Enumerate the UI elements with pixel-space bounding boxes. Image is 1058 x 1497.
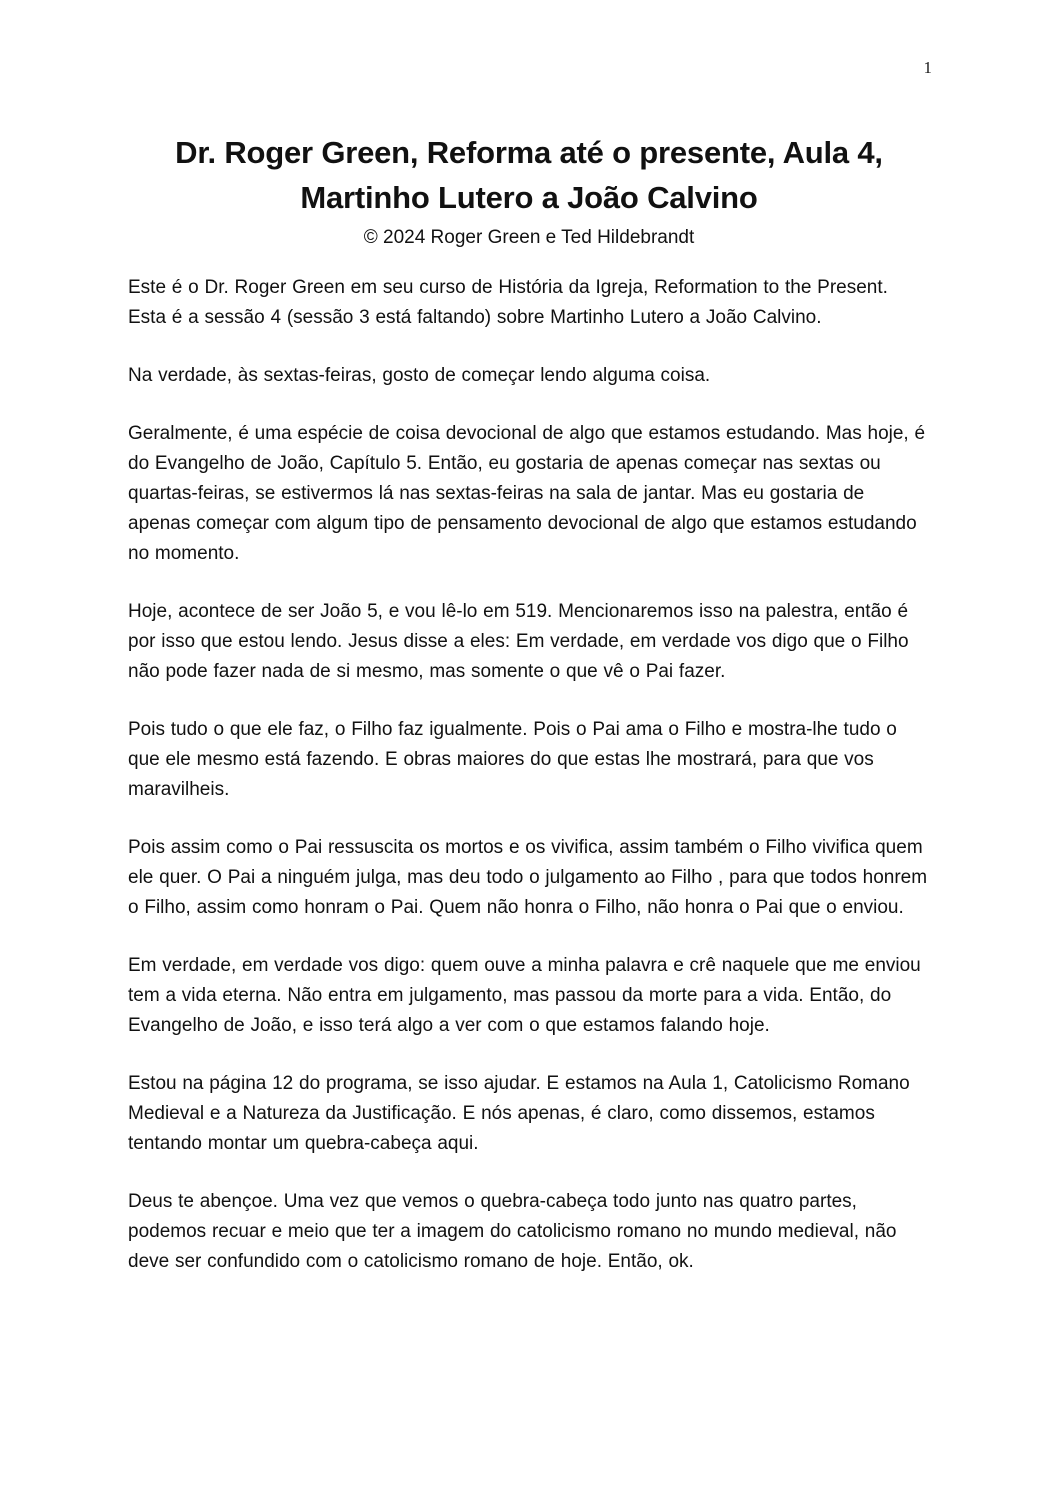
paragraph-john5-quote-3: Pois assim como o Pai ressuscita os mortos e os vivifica, assim também o Filho vivifica quem ele quer. O Pai a ninguém julga, mas deu todo o julgamento ao Filho , para que todos honrem o Filho, assim como honram o Pai. Quem não honra o Filho, não honra o Pai que o enviou. xyxy=(128,837,928,918)
copyright-byline: © 2024 Roger Green e Ted Hildebrandt xyxy=(363,227,695,248)
paragraph-john5-quote-4: Em verdade, em verdade vos digo: quem ouve a minha palavra e crê naquele que me enviou tem a vida eterna. Não entra em julgamento, mas passou da morte para a vida. Então, do Evangelho de João, e isso terá algo a ver com o que estamos falando hoje. xyxy=(128,955,921,1036)
paragraph-syllabus-page12: Estou na página 12 do programa, se isso ajudar. E estamos na Aula 1, Catolicismo Romano Medieval e a Natureza da Justificação. E nós apenas, é claro, como dissemos, estamos tentando montar um quebra-cabeça aqui. xyxy=(128,1073,910,1154)
paragraph-john5-quote-1: Hoje, acontece de ser João 5, e vou lê-lo em 519. Mencionaremos isso na palestra, então é por isso que estou lendo. Jesus disse a eles: Em verdade, em verdade vos digo que o Filho não pode fazer nada de si mesmo, mas somente o que vê o Pai fazer. xyxy=(128,601,909,682)
document-title-line2: Martinho Lutero a João Calvino xyxy=(300,180,758,215)
paragraph-fridays-reading: Na verdade, às sextas-feiras, gosto de começar lendo alguma coisa. xyxy=(128,365,711,386)
document-title-line1: Dr. Roger Green, Reforma até o presente, Aula 4, xyxy=(175,135,883,170)
paragraph-intro: Este é o Dr. Roger Green em seu curso de História da Igreja, Reformation to the Present. Esta é a sessão 4 (sessão 3 está faltando) sobre Martinho Lutero a João Calvino. xyxy=(128,277,888,328)
paragraph-john5-quote-2: Pois tudo o que ele faz, o Filho faz igualmente. Pois o Pai ama o Filho e mostra-lhe tudo o que ele mesmo está fazendo. E obras maiores do que estas lhe mostrará, para que vos maravilheis. xyxy=(128,719,897,800)
body-text xyxy=(128,273,931,1277)
page-number: 1 xyxy=(923,58,932,77)
document-title xyxy=(0,130,1058,220)
paragraph-devotional: Geralmente, é uma espécie de coisa devocional de algo que estamos estudando. Mas hoje, é do Evangelho de João, Capítulo 5. Então, eu gostaria de apenas começar nas sextas ou quartas-feiras, se estivermos lá nas sextas-feiras na sala de jantar. Mas eu gostaria de apenas começar com algum tipo de pensamento devocional de algo que estamos estudando no momento. xyxy=(128,423,926,564)
paragraph-puzzle-conclusion: Deus te abençoe. Uma vez que vemos o quebra-cabeça todo junto nas quatro partes, podemos recuar e meio que ter a imagem do catolicismo romano no mundo medieval, não deve ser confundido com o catolicismo romano de hoje. Então, ok. xyxy=(128,1191,897,1272)
